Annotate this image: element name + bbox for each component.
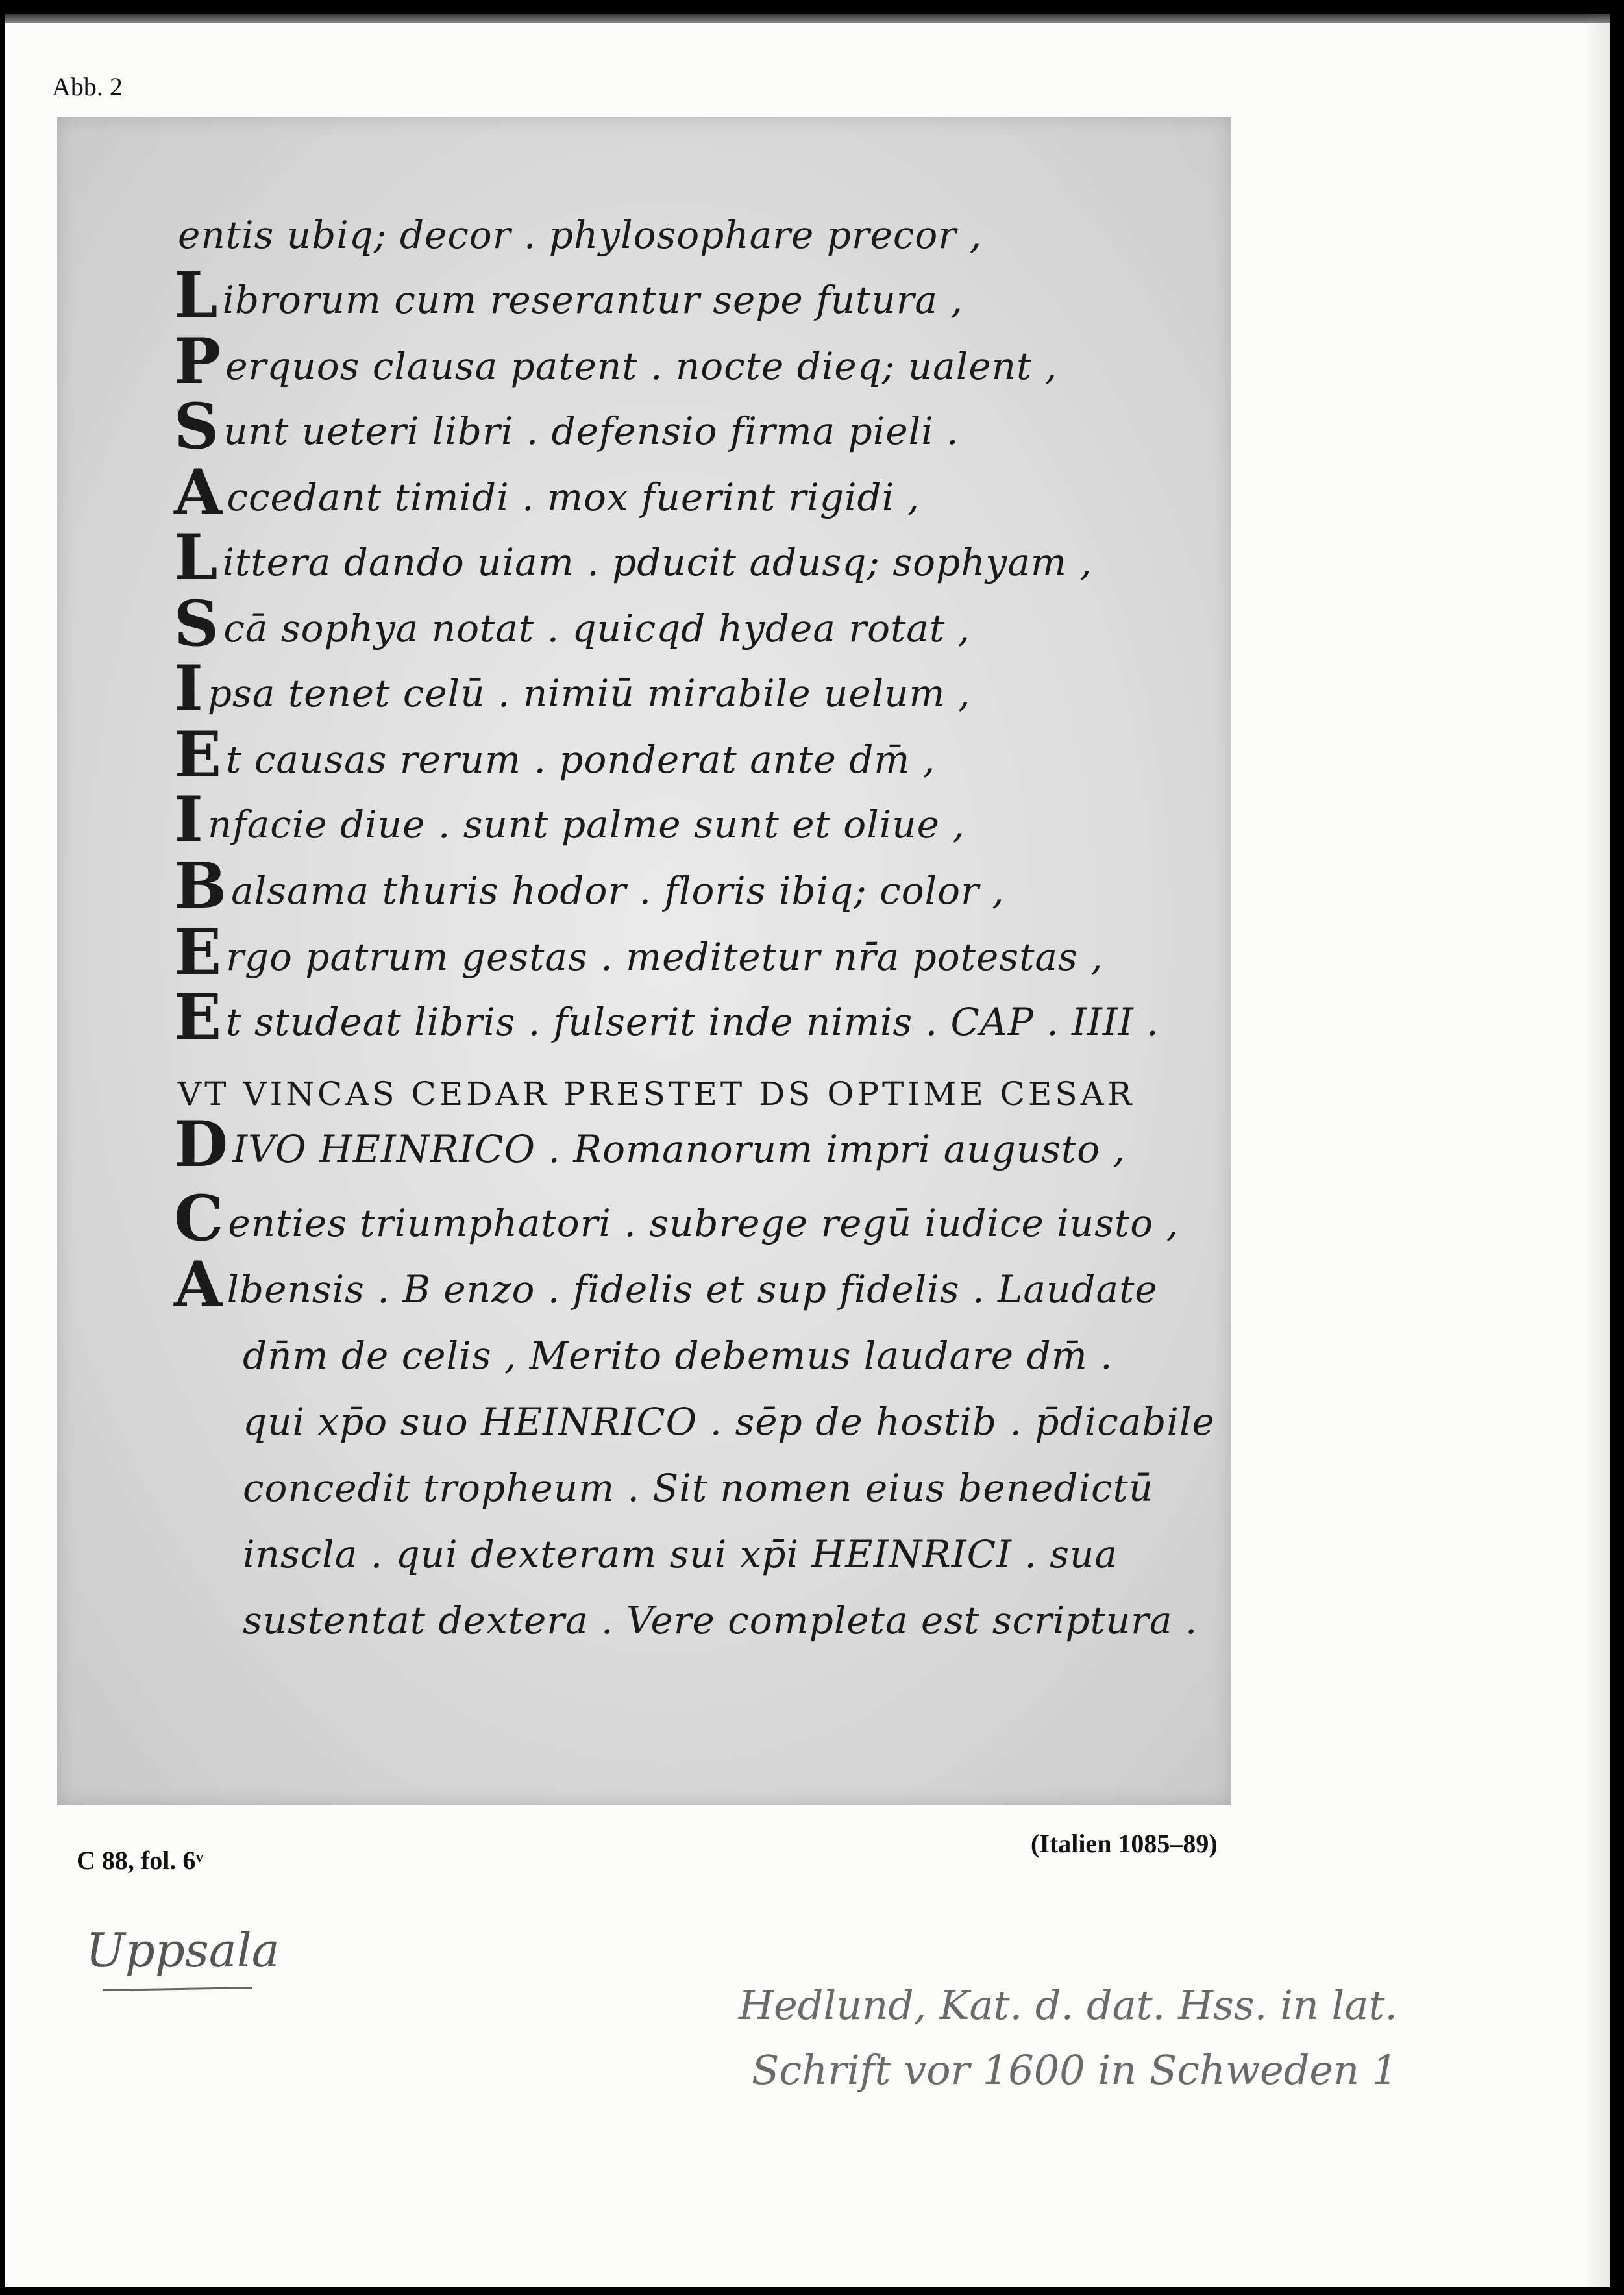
line-text: qui xp̄o suo HEINRICO . sēp de hostib . p̄dicabile (243, 1400, 1215, 1444)
line-text: nfacie diue . sunt palme sunt et oliue , (207, 802, 965, 847)
line-text: cā sophya notat . quicqd hydea rotat , (223, 606, 971, 651)
manuscript-plate (57, 117, 1231, 1805)
line-text: psa tenet celū . nimiū mirabile uelum , (207, 671, 971, 715)
manuscript-line (239, 1380, 1215, 1454)
manuscript-line (174, 652, 970, 725)
line-initial: A (174, 1248, 223, 1321)
line-initial: L (174, 258, 219, 332)
line-initial: S (174, 390, 220, 463)
line-text: sustentat dextera . Vere completa est scriptura . (243, 1598, 1198, 1643)
line-text: entis ubiq; decor . phylosophare precor , (178, 213, 982, 257)
manuscript-line (174, 915, 1103, 989)
line-initial: B (174, 849, 228, 923)
line-initial: S (174, 587, 220, 660)
line-text: lbensis . B enzo . fidelis et sup fidelis . Laudate (227, 1267, 1158, 1311)
manuscript-line (174, 1248, 1158, 1321)
line-initial: D (174, 1108, 229, 1181)
line-initial: P (174, 325, 222, 398)
manuscript-line (174, 456, 920, 529)
line-text: erquos clausa patent . nocte dieq; ualent , (225, 344, 1058, 388)
manuscript-line (174, 1182, 1179, 1255)
line-text: dn̄m de celis , Merito debemus laudare dm̄ . (243, 1334, 1113, 1378)
manuscript-line (239, 1513, 1118, 1586)
line-initial: L (174, 521, 219, 594)
manuscript-line (174, 390, 959, 463)
handwritten-underline (103, 1987, 252, 1991)
scanned-page (5, 14, 1610, 2287)
handwritten-reference-line-1: Hedlund, Kat. d. dat. Hss. in lat. (739, 1981, 1397, 2029)
handwritten-place-note: Uppsala (86, 1923, 280, 1978)
line-text: inscla . qui dexteram sui xp̄i HEINRICI . sua (243, 1532, 1118, 1576)
line-text: unt ueteri libri . defensio firma pieli . (223, 409, 959, 453)
line-initial: C (174, 1182, 225, 1255)
line-initial: I (174, 783, 204, 856)
line-text: IVO HEINRICO . Romanorum impri augusto , (232, 1127, 1126, 1171)
handwritten-reference-line-2: Schrift vor 1600 in Schweden 1 (752, 2046, 1398, 2094)
manuscript-line (174, 258, 963, 332)
line-text: t causas rerum . ponderat ante dm̄ , (226, 738, 936, 782)
line-initial: I (174, 652, 204, 725)
manuscript-line (174, 849, 1005, 923)
line-text: alsama thuris hodor . floris ibiq; color , (231, 869, 1005, 913)
manuscript-line (174, 783, 965, 856)
manuscript-line (239, 1314, 1113, 1387)
shelfmark-caption: C 88, fol. 6ᵛ (77, 1846, 204, 1875)
manuscript-line (174, 325, 1057, 398)
line-initial: A (174, 456, 223, 529)
manuscript-line (174, 718, 935, 791)
line-text: ccedant timidi . mox fuerint rigidi , (227, 475, 920, 519)
line-text: ibrorum cum reserantur sepe futura , (222, 278, 963, 322)
line-text: enties triumphatori . subrege regū iudice iusto , (228, 1201, 1179, 1245)
line-text: VT VINCAS CEDAR PRESTET DS OPTIME CESAR (178, 1075, 1135, 1113)
manuscript-line (239, 1579, 1198, 1652)
figure-label: Abb. 2 (52, 72, 123, 101)
manuscript-line (174, 980, 1159, 1054)
manuscript-line (174, 193, 982, 267)
line-text: ittera dando uiam . pducit adusq; sophyam , (222, 540, 1092, 584)
manuscript-line (174, 521, 1092, 594)
line-text: t studeat libris . fulserit inde nimis . CAP . IIII . (226, 1000, 1159, 1044)
manuscript-line (174, 587, 970, 660)
line-text: concedit tropheum . Sit nomen eius benedictū (243, 1466, 1154, 1510)
line-initial: E (174, 980, 223, 1054)
line-text: rgo patrum gestas . meditetur nr̄a potestas , (226, 935, 1103, 979)
manuscript-line (239, 1446, 1153, 1520)
manuscript-line (174, 1108, 1126, 1181)
dating-caption: (Italien 1085–89) (1031, 1829, 1218, 1858)
line-initial: E (174, 718, 223, 791)
line-initial: E (174, 915, 223, 989)
scan-top-edge (5, 14, 1610, 23)
scan-right-edge (1584, 14, 1610, 2287)
